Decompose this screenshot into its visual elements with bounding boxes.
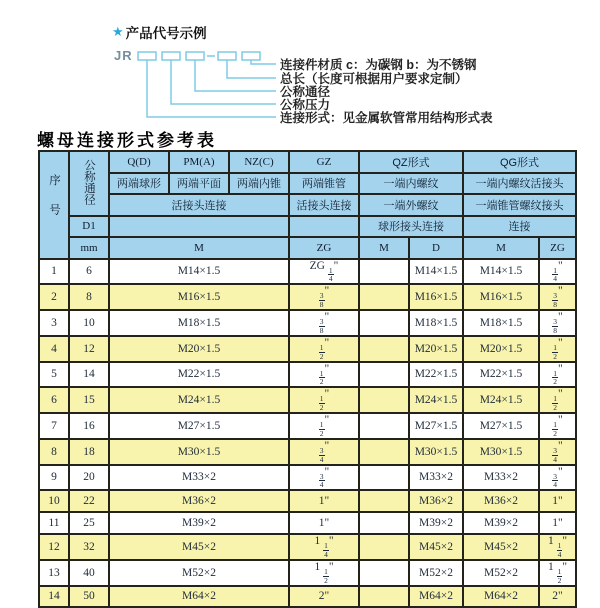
header-qz-d: D <box>409 237 463 259</box>
header-gz-desc: 两端锥管 <box>289 173 359 195</box>
qz-m-cell <box>359 490 409 512</box>
header-qz-desc1: 一端内螺纹 <box>359 173 463 195</box>
qg-m-cell: M30×1.5 <box>463 439 539 465</box>
qz-d-cell: M22×1.5 <box>409 362 463 388</box>
table-row <box>39 413 576 439</box>
gz-cell: $\frac{3}{4}$ " <box>289 465 359 491</box>
gz-cell: 1 $\frac{1}{2}$ " <box>289 560 359 586</box>
m-cell: M36×2 <box>109 490 289 512</box>
m-cell: M14×1.5 <box>109 259 289 285</box>
gz-cell: ZG $\frac{1}{4}$ " <box>289 259 359 285</box>
star-icon: ★ <box>112 24 124 39</box>
header-gz: GZ <box>289 151 359 173</box>
qz-m-cell <box>359 413 409 439</box>
seq-cell: 8 <box>39 439 69 465</box>
header-qz-m: M <box>359 237 409 259</box>
qg-m-cell: M16×1.5 <box>463 284 539 310</box>
qg-zg-cell: 1" <box>539 512 576 534</box>
table-row <box>39 310 576 336</box>
dn-cell: 32 <box>69 534 109 560</box>
header-seq: 序号 <box>39 151 69 259</box>
code-box-3 <box>186 52 204 60</box>
qz-d-cell: M14×1.5 <box>409 259 463 285</box>
header-qz-desc2: 一端外螺纹 <box>359 194 463 216</box>
header-union-connection: 活接头连接 <box>109 194 289 216</box>
header-q: Q(D) <box>109 151 169 173</box>
table-row <box>39 512 576 534</box>
qg-m-cell: M27×1.5 <box>463 413 539 439</box>
qg-zg-cell: 2" <box>539 586 576 608</box>
code-box-4 <box>218 52 236 60</box>
qg-zg-cell: $\frac{1}{2}$ " <box>539 387 576 413</box>
qg-m-cell: M24×1.5 <box>463 387 539 413</box>
gz-cell: $\frac{1}{2}$ " <box>289 413 359 439</box>
table-row <box>39 586 576 608</box>
table-row <box>39 259 576 285</box>
qz-d-cell: M16×1.5 <box>409 284 463 310</box>
header-dn: 公称通径 <box>69 151 109 216</box>
table-body <box>39 259 576 608</box>
header-d1: D1 <box>69 216 109 238</box>
gz-cell: $\frac{3}{8}$ " <box>289 310 359 336</box>
seq-cell: 5 <box>39 362 69 388</box>
qg-m-cell: M33×2 <box>463 465 539 491</box>
code-prefix: JR <box>114 48 133 63</box>
dn-cell: 18 <box>69 439 109 465</box>
seq-cell: 12 <box>39 534 69 560</box>
seq-cell: 14 <box>39 586 69 608</box>
qz-d-cell: M33×2 <box>409 465 463 491</box>
dn-cell: 12 <box>69 336 109 362</box>
label-material: 连接件材质 c：为碳钢 b：为不锈钢 <box>280 58 477 72</box>
seq-cell: 9 <box>39 465 69 491</box>
m-cell: M18×1.5 <box>109 310 289 336</box>
m-cell: M27×1.5 <box>109 413 289 439</box>
qg-m-cell: M39×2 <box>463 512 539 534</box>
seq-cell: 1 <box>39 259 69 285</box>
header-pm: PM(A) <box>169 151 229 173</box>
seq-cell: 4 <box>39 336 69 362</box>
connector-lines <box>147 60 276 117</box>
table-row <box>39 387 576 413</box>
gz-cell: $\frac{3}{4}$ " <box>289 439 359 465</box>
gz-cell: $\frac{1}{2}$ " <box>289 336 359 362</box>
dn-cell: 15 <box>69 387 109 413</box>
qz-m-cell <box>359 439 409 465</box>
gz-cell: 1" <box>289 490 359 512</box>
qz-m-cell <box>359 387 409 413</box>
header-blank-left <box>109 216 289 238</box>
dn-cell: 22 <box>69 490 109 512</box>
header-gz-connection: 活接头连接 <box>289 194 359 216</box>
qz-m-cell <box>359 310 409 336</box>
qg-m-cell: M64×2 <box>463 586 539 608</box>
m-cell: M45×2 <box>109 534 289 560</box>
m-cell: M39×2 <box>109 512 289 534</box>
qg-zg-cell: $\frac{3}{4}$ " <box>539 465 576 491</box>
seq-cell: 3 <box>39 310 69 336</box>
qz-d-cell: M30×1.5 <box>409 439 463 465</box>
header-zg: ZG <box>289 237 359 259</box>
header-q-desc: 两端球形 <box>109 173 169 195</box>
gz-cell: $\frac{1}{2}$ " <box>289 362 359 388</box>
qz-d-cell: M24×1.5 <box>409 387 463 413</box>
qz-m-cell <box>359 362 409 388</box>
header-qg-desc2: 一端锥管螺纹接头 <box>463 194 576 216</box>
header-qg: QG形式 <box>463 151 576 173</box>
qz-d-cell: M36×2 <box>409 490 463 512</box>
m-cell: M16×1.5 <box>109 284 289 310</box>
dn-cell: 16 <box>69 413 109 439</box>
gz-cell: 1" <box>289 512 359 534</box>
diagram-title <box>112 22 207 42</box>
qz-m-cell <box>359 336 409 362</box>
table-row <box>39 284 576 310</box>
qg-m-cell: M45×2 <box>463 534 539 560</box>
table-row <box>39 336 576 362</box>
gz-cell: 2" <box>289 586 359 608</box>
qg-m-cell: M14×1.5 <box>463 259 539 285</box>
m-cell: M20×1.5 <box>109 336 289 362</box>
table-row <box>39 465 576 491</box>
qg-zg-cell: $\frac{3}{8}$ " <box>539 310 576 336</box>
qz-m-cell <box>359 465 409 491</box>
table-title: 螺母连接形式参考表 <box>37 131 217 150</box>
m-cell: M33×2 <box>109 465 289 491</box>
header-nz: NZ(C) <box>229 151 289 173</box>
dn-cell: 50 <box>69 586 109 608</box>
dn-cell: 40 <box>69 560 109 586</box>
table-row <box>39 534 576 560</box>
diagram-title-text: 产品代号示例 <box>125 26 207 41</box>
label-connection-form: 连接形式：见金属软管常用结构形式表 <box>280 111 493 125</box>
label-nominal-diameter: 公称通径 <box>280 85 331 99</box>
code-box-2 <box>162 52 180 60</box>
qg-zg-cell: 1 $\frac{1}{2}$ " <box>539 560 576 586</box>
qz-m-cell <box>359 512 409 534</box>
m-cell: M22×1.5 <box>109 362 289 388</box>
qg-m-cell: M18×1.5 <box>463 310 539 336</box>
dn-cell: 8 <box>69 284 109 310</box>
header-qg-connection: 连接 <box>463 216 576 238</box>
qg-m-cell: M20×1.5 <box>463 336 539 362</box>
qz-m-cell <box>359 534 409 560</box>
header-pm-desc: 两端平面 <box>169 173 229 195</box>
gz-cell: $\frac{3}{8}$ " <box>289 284 359 310</box>
m-cell: M64×2 <box>109 586 289 608</box>
qg-zg-cell: $\frac{1}{4}$ " <box>539 259 576 285</box>
header-qg-m: M <box>463 237 539 259</box>
label-total-length: 总长（长度可根据用户要求定制） <box>280 72 468 86</box>
seq-cell: 10 <box>39 490 69 512</box>
header-blank-gz <box>289 216 359 238</box>
m-cell: M24×1.5 <box>109 387 289 413</box>
dn-cell: 10 <box>69 310 109 336</box>
qz-m-cell <box>359 284 409 310</box>
qg-zg-cell: 1 $\frac{1}{4}$ " <box>539 534 576 560</box>
nut-connection-table <box>38 150 577 608</box>
qz-d-cell: M45×2 <box>409 534 463 560</box>
seq-cell: 11 <box>39 512 69 534</box>
header-mm: mm <box>69 237 109 259</box>
code-box-5 <box>242 52 260 60</box>
qz-d-cell: M18×1.5 <box>409 310 463 336</box>
table-row <box>39 362 576 388</box>
table-row <box>39 439 576 465</box>
qg-m-cell: M22×1.5 <box>463 362 539 388</box>
m-cell: M52×2 <box>109 560 289 586</box>
dn-cell: 25 <box>69 512 109 534</box>
qz-d-cell: M20×1.5 <box>409 336 463 362</box>
qg-zg-cell: 1" <box>539 490 576 512</box>
seq-cell: 6 <box>39 387 69 413</box>
table-header <box>39 151 576 259</box>
m-cell: M30×1.5 <box>109 439 289 465</box>
table-row <box>39 490 576 512</box>
code-box-1 <box>138 52 156 60</box>
seq-cell: 2 <box>39 284 69 310</box>
qz-m-cell <box>359 586 409 608</box>
header-nz-desc: 两端内锥 <box>229 173 289 195</box>
qg-zg-cell: $\frac{3}{4}$ " <box>539 439 576 465</box>
qz-d-cell: M52×2 <box>409 560 463 586</box>
qz-m-cell <box>359 560 409 586</box>
header-qg-zg: ZG <box>539 237 576 259</box>
header-m: M <box>109 237 289 259</box>
qz-d-cell: M64×2 <box>409 586 463 608</box>
qg-zg-cell: $\frac{3}{8}$ " <box>539 284 576 310</box>
header-qg-desc1: 一端内螺纹活接头 <box>463 173 576 195</box>
qg-zg-cell: $\frac{1}{2}$ " <box>539 362 576 388</box>
dn-cell: 20 <box>69 465 109 491</box>
header-qz-connection: 球形接头连接 <box>359 216 463 238</box>
dn-cell: 6 <box>69 259 109 285</box>
table-row <box>39 560 576 586</box>
dn-cell: 14 <box>69 362 109 388</box>
label-nominal-pressure: 公称压力 <box>280 98 331 112</box>
qz-d-cell: M27×1.5 <box>409 413 463 439</box>
qg-zg-cell: $\frac{1}{2}$ " <box>539 413 576 439</box>
qz-d-cell: M39×2 <box>409 512 463 534</box>
qg-m-cell: M36×2 <box>463 490 539 512</box>
seq-cell: 13 <box>39 560 69 586</box>
gz-cell: $\frac{1}{2}$ " <box>289 387 359 413</box>
qz-m-cell <box>359 259 409 285</box>
seq-cell: 7 <box>39 413 69 439</box>
qg-m-cell: M52×2 <box>463 560 539 586</box>
qg-zg-cell: $\frac{1}{2}$ " <box>539 336 576 362</box>
header-qz: QZ形式 <box>359 151 463 173</box>
gz-cell: 1 $\frac{1}{4}$ " <box>289 534 359 560</box>
